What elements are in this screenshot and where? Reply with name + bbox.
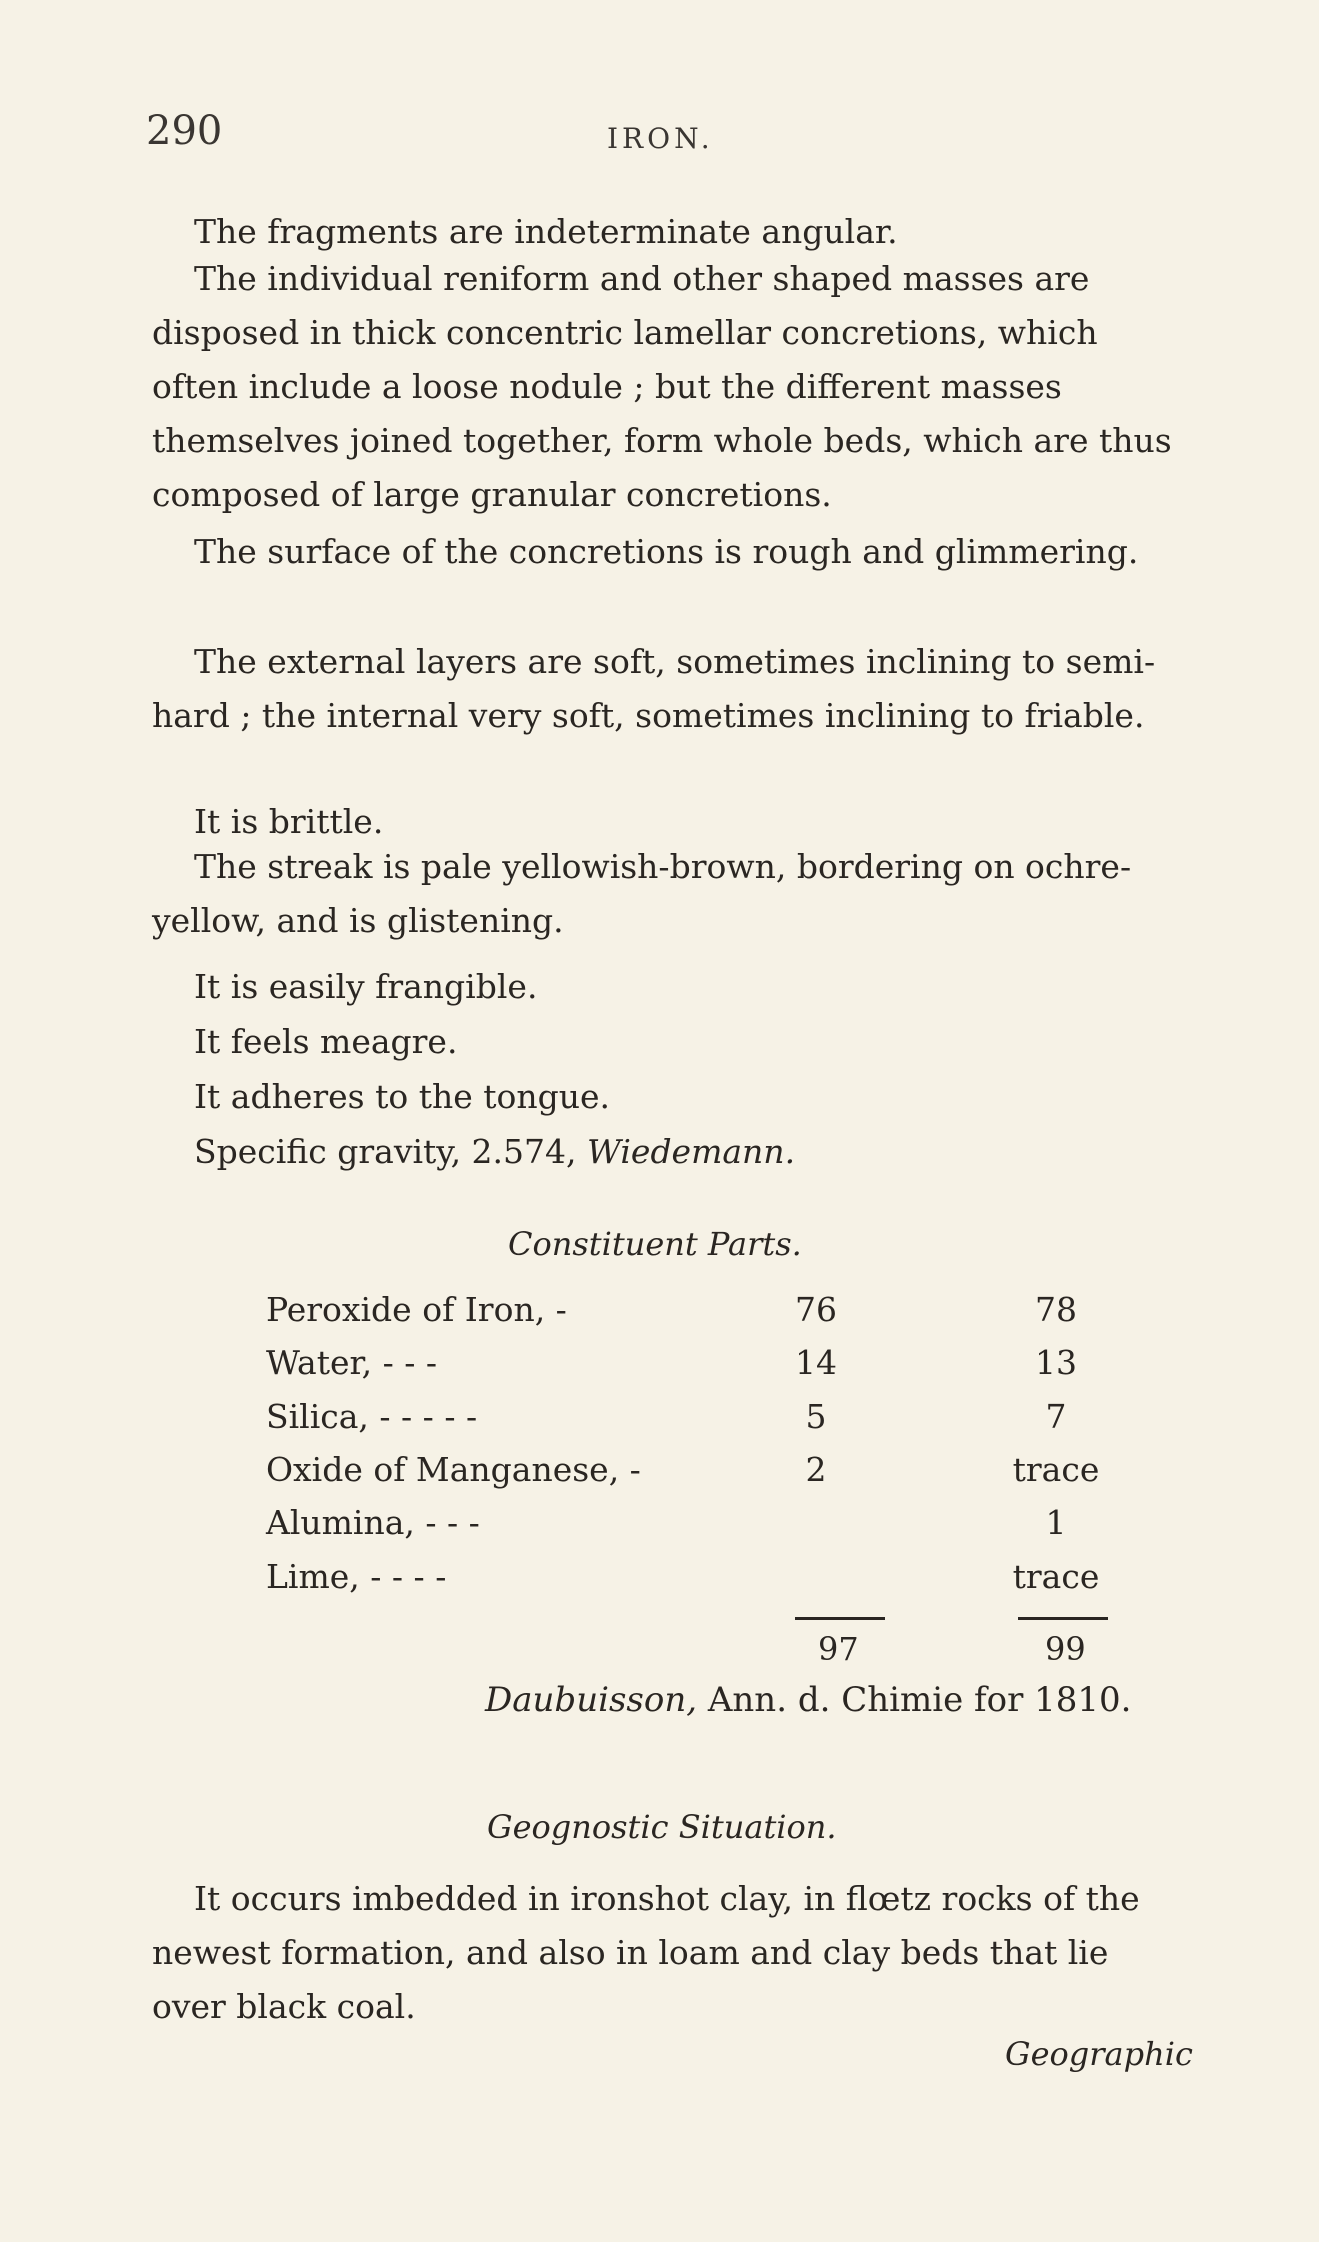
row-name: Oxide of Manganese, - xyxy=(266,1450,641,1489)
sum-rule-a xyxy=(795,1617,885,1620)
row-value-a: 76 xyxy=(795,1290,837,1329)
catchword: Geographic xyxy=(1005,2035,1193,2073)
row-name: Water, - - - xyxy=(266,1343,438,1382)
row-name: Silica, - - - - - xyxy=(266,1397,478,1436)
row-name: Lime, - - - - xyxy=(266,1557,447,1596)
text-line: It adheres to the tongue. xyxy=(194,1077,611,1116)
text-line: It feels meagre. xyxy=(194,1022,458,1061)
row-value-a: 14 xyxy=(795,1343,837,1382)
running-title: IRON. xyxy=(607,122,714,155)
table-row xyxy=(266,1343,1106,1393)
specific-gravity-value: Specific gravity, 2.574, xyxy=(194,1132,577,1171)
specific-gravity-line xyxy=(194,1132,795,1171)
text-line: It is easily frangible. xyxy=(194,967,538,1006)
table-row xyxy=(266,1557,1106,1607)
specific-gravity-author: Wiedemann. xyxy=(587,1132,796,1171)
row-value-a: 2 xyxy=(805,1450,827,1489)
row-value-b: 13 xyxy=(1035,1343,1077,1382)
section-heading: Geognostic Situation. xyxy=(487,1808,837,1846)
row-value-a: 5 xyxy=(805,1397,827,1436)
row-value-b: 7 xyxy=(1045,1397,1067,1436)
text-line: It is brittle. xyxy=(194,802,384,841)
paragraph: The surface of the concretions is rough and glimmering. xyxy=(194,532,1139,571)
text-line: The fragments are indeterminate angular. xyxy=(194,212,898,251)
sum-rule-b xyxy=(1018,1617,1108,1620)
table-row xyxy=(266,1450,1106,1500)
paragraph: The streak is pale yellowish-brown, bordering on ochre-yellow, and is glistening. xyxy=(152,847,1132,940)
page-number: 290 xyxy=(146,108,223,154)
total-b: 99 xyxy=(1045,1630,1086,1668)
reference-author: Daubuisson, xyxy=(485,1680,698,1720)
paragraph: The individual reniform and other shaped masses are disposed in thick concentric lamellar concretions, which often include a loose nodule ; but the different masses themselves joined together, form whole beds, which are thus composed of large granular concretions. xyxy=(152,259,1172,514)
row-name: Peroxide of Iron, - xyxy=(266,1290,567,1329)
total-a: 97 xyxy=(818,1630,859,1668)
table-row xyxy=(266,1397,1106,1447)
row-value-b: trace xyxy=(1012,1557,1100,1596)
paragraph: The external layers are soft, sometimes inclining to semi-hard ; the internal very soft, sometimes inclining to friable. xyxy=(152,642,1156,735)
analysis-reference xyxy=(485,1680,1131,1720)
table-heading: Constituent Parts. xyxy=(508,1225,802,1263)
row-value-b: 1 xyxy=(1045,1503,1067,1542)
reference-source: Ann. d. Chimie for 1810. xyxy=(707,1680,1132,1720)
row-value-b: 78 xyxy=(1035,1290,1077,1329)
table-row xyxy=(266,1290,1106,1340)
table-row xyxy=(266,1503,1106,1553)
row-value-b: trace xyxy=(1012,1450,1100,1489)
row-name: Alumina, - - - xyxy=(266,1503,480,1542)
paragraph: It occurs imbedded in ironshot clay, in flœtz rocks of the newest formation, and also in loam and clay beds that lie over black coal. xyxy=(152,1879,1140,2026)
